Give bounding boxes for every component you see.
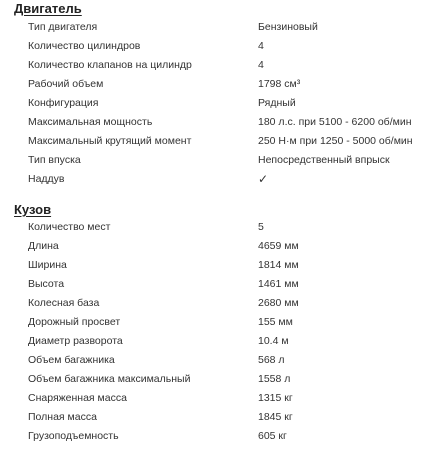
spec-label: Дорожный просвет [28, 316, 121, 328]
spec-row-gross-weight [0, 408, 436, 427]
spec-label: Грузоподъемность [28, 430, 119, 442]
engine-spec-list [0, 18, 436, 189]
spec-value: 1558 л [258, 373, 291, 385]
spec-value: 568 л [258, 354, 285, 366]
spec-label: Объем багажника максимальный [28, 373, 191, 385]
body-spec-list [0, 218, 436, 446]
spec-label: Тип впуска [28, 154, 81, 166]
spec-value: 155 мм [258, 316, 293, 328]
spec-value: 5 [258, 221, 264, 233]
spec-label: Количество клапанов на цилиндр [28, 59, 192, 71]
spec-label: Количество цилиндров [28, 40, 141, 52]
spec-row-height [0, 275, 436, 294]
spec-row-intake-type [0, 151, 436, 170]
spec-label: Длина [28, 240, 59, 252]
spec-value: 2680 мм [258, 297, 299, 309]
spec-label: Конфигурация [28, 97, 99, 109]
spec-row-curb-weight [0, 389, 436, 408]
spec-label: Колесная база [28, 297, 100, 309]
spec-value: 1845 кг [258, 411, 293, 423]
spec-row-engine-type [0, 18, 436, 37]
spec-value: Непосредственный впрыск [258, 154, 390, 166]
spec-label: Снаряженная масса [28, 392, 127, 404]
spec-row-cylinders [0, 37, 436, 56]
spec-row-trunk-volume [0, 351, 436, 370]
spec-row-seats [0, 218, 436, 237]
spec-row-ground-clearance [0, 313, 436, 332]
spec-row-turning-diameter [0, 332, 436, 351]
spec-value: 605 кг [258, 430, 287, 442]
spec-row-max-power [0, 113, 436, 132]
spec-label: Диаметр разворота [28, 335, 123, 347]
spec-value: 1798 см³ [258, 78, 301, 90]
spec-value: 4659 мм [258, 240, 299, 252]
spec-row-length [0, 237, 436, 256]
section-title-body: Кузов [14, 202, 52, 217]
spec-row-displacement [0, 75, 436, 94]
spec-value: 1461 мм [258, 278, 299, 290]
spec-row-trunk-volume-max [0, 370, 436, 389]
section-title-engine: Двигатель [14, 1, 82, 16]
checkmark-icon: ✓ [258, 172, 269, 186]
spec-value: 1814 мм [258, 259, 299, 271]
spec-row-valves [0, 56, 436, 75]
spec-label: Ширина [28, 259, 67, 271]
spec-label: Объем багажника [28, 354, 115, 366]
spec-value: 10.4 м [258, 335, 289, 347]
spec-label: Тип двигателя [28, 21, 98, 33]
spec-label: Наддув [28, 173, 65, 185]
spec-label: Максимальная мощность [28, 116, 153, 128]
spec-label: Рабочий объем [28, 78, 104, 90]
spec-value: 4 [258, 40, 264, 52]
spec-row-max-torque [0, 132, 436, 151]
spec-row-width [0, 256, 436, 275]
spec-label: Количество мест [28, 221, 111, 233]
spec-value: Бензиновый [258, 21, 318, 33]
spec-value: Рядный [258, 97, 296, 109]
spec-row-configuration [0, 94, 436, 113]
spec-value: 4 [258, 59, 264, 71]
spec-label: Высота [28, 278, 65, 290]
spec-row-turbo [0, 170, 436, 189]
spec-value: 180 л.с. при 5100 - 6200 об/мин [258, 116, 412, 128]
spec-label: Максимальный крутящий момент [28, 135, 192, 147]
spec-label: Полная масса [28, 411, 97, 423]
spec-value: 1315 кг [258, 392, 293, 404]
spec-row-wheelbase [0, 294, 436, 313]
spec-value: 250 Н·м при 1250 - 5000 об/мин [258, 135, 413, 147]
spec-row-payload [0, 427, 436, 446]
